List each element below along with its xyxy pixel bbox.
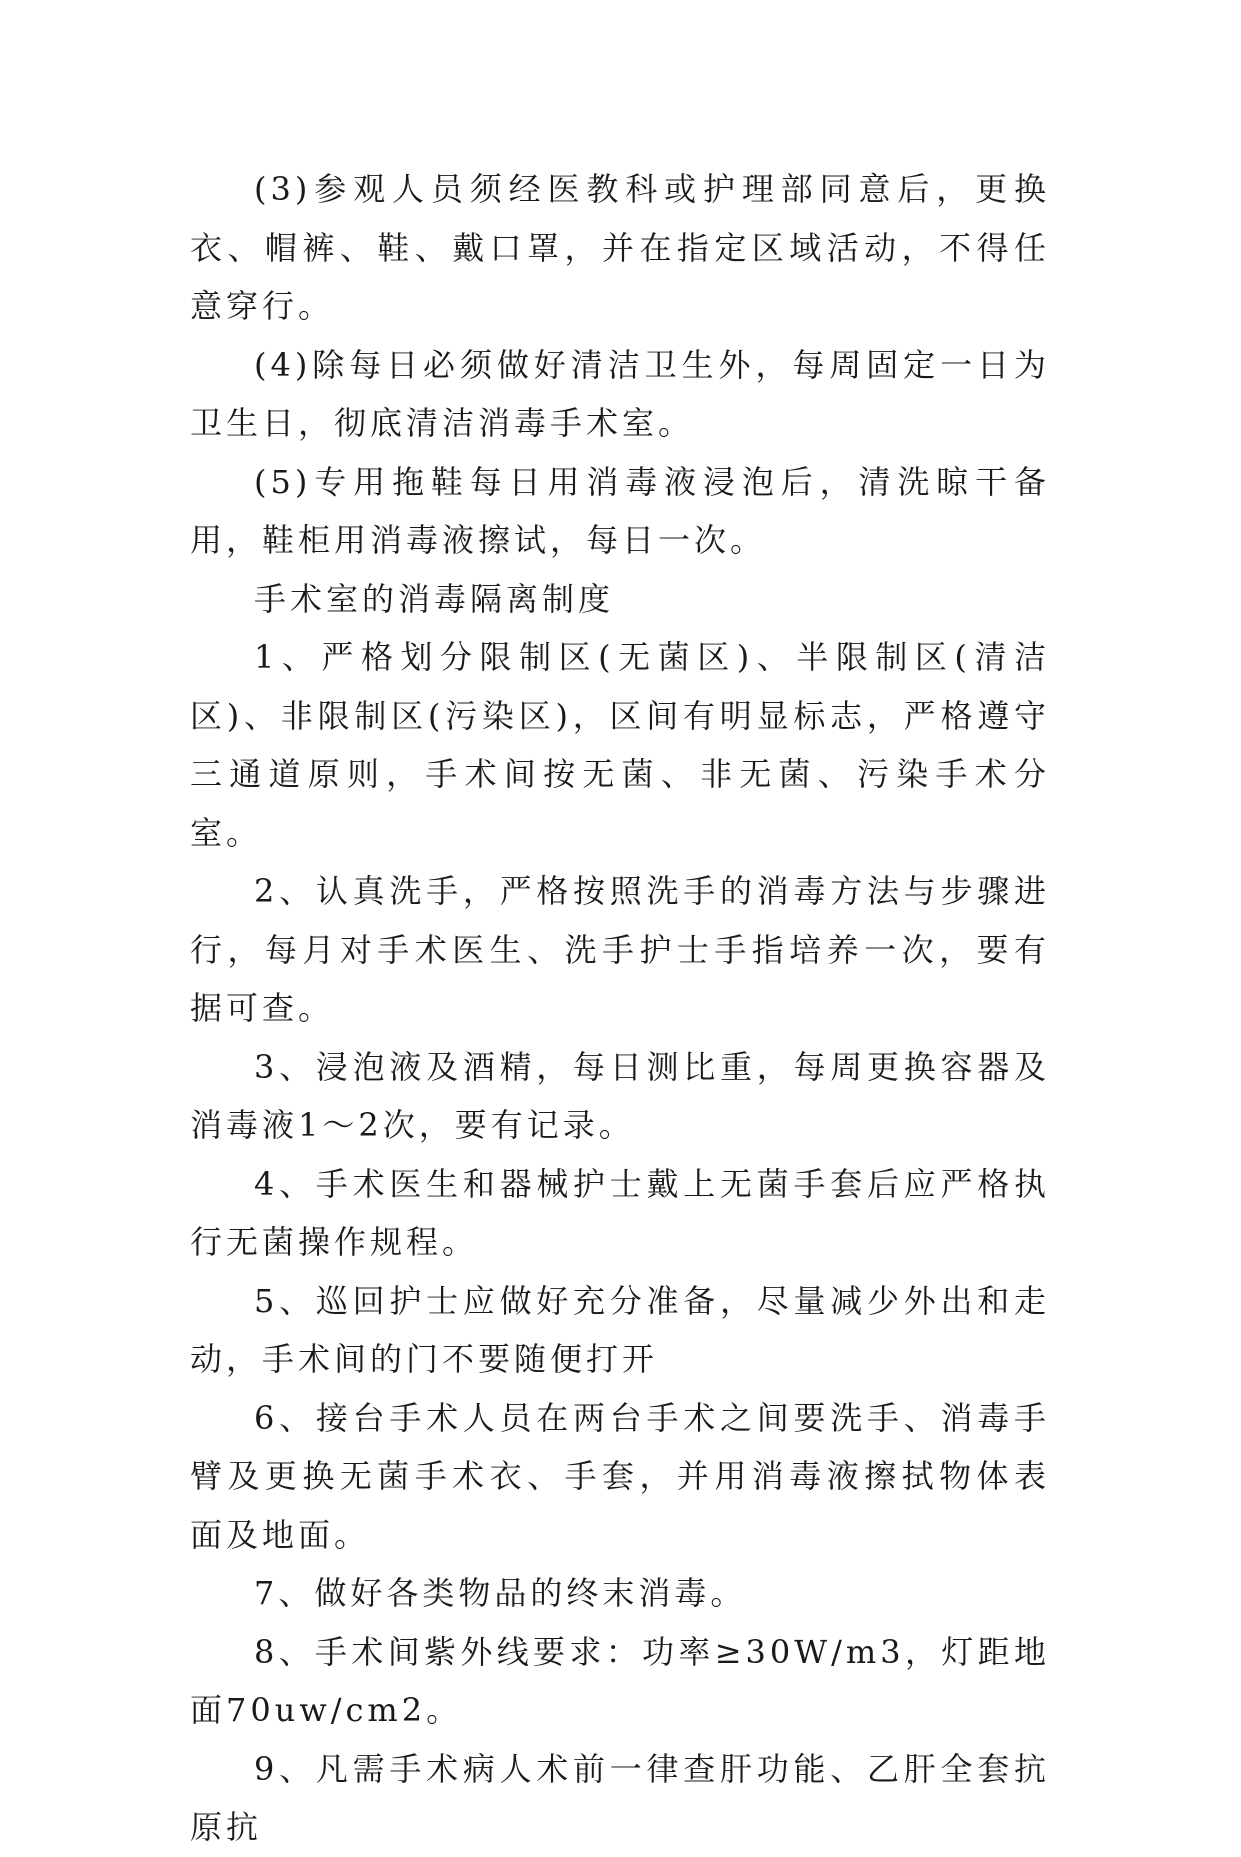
paragraph-item-1: 1、严格划分限制区(无菌区)、半限制区(清洁区)、非限制区(污染区)，区间有明显标志，严格遵守三通道原则，手术间按无菌、非无菌、污染手术分室。 [190, 638, 1050, 852]
paragraph-item-6: 6、接台手术人员在两台手术之间要洗手、消毒手臂及更换无菌手术衣、手套，并用消毒液擦拭物体表面及地面。 [190, 1398, 1050, 1554]
section-heading: 手术室的消毒隔离制度 [254, 579, 615, 618]
paragraph-visitor-rules: (3)参观人员须经医教科或护理部同意后，更换衣、帽裤、鞋、戴口罩，并在指定区域活动，不得任意穿行。 [190, 170, 1050, 325]
paragraph-item-7: 7、做好各类物品的终末消毒。 [254, 1574, 747, 1612]
paragraph-sanitation-day: (4)除每日必须做好清洁卫生外，每周固定一日为卫生日，彻底清洁消毒手术室。 [190, 345, 1050, 442]
paragraph-item-2: 2、认真洗手，严格按照洗手的消毒方法与步骤进行，每月对手术医生、洗手护士手指培养一次，要有据可查。 [190, 872, 1050, 1027]
paragraph-item-4: 4、手术医生和器械护士戴上无菌手套后应严格执行无菌操作规程。 [190, 1164, 1050, 1261]
paragraph-slipper-disinfection: (5)专用拖鞋每日用消毒液浸泡后，清洗晾干备用，鞋柜用消毒液擦试，每日一次。 [190, 462, 1050, 559]
paragraph-item-3: 3、浸泡液及酒精，每日测比重，每周更换容器及消毒液1～2次，要有记录。 [190, 1047, 1050, 1144]
paragraph-item-9: 9、凡需手术病人术前一律查肝功能、乙肝全套抗原抗 [190, 1749, 1050, 1846]
paragraph-item-5: 5、巡回护士应做好充分准备，尽量减少外出和走动，手术间的门不要随便打开 [190, 1281, 1050, 1378]
paragraph-item-8: 8、手术间紫外线要求：功率≥30W/m3，灯距地面70uw/cm2。 [190, 1632, 1050, 1729]
document-body [190, 160, 1050, 1857]
